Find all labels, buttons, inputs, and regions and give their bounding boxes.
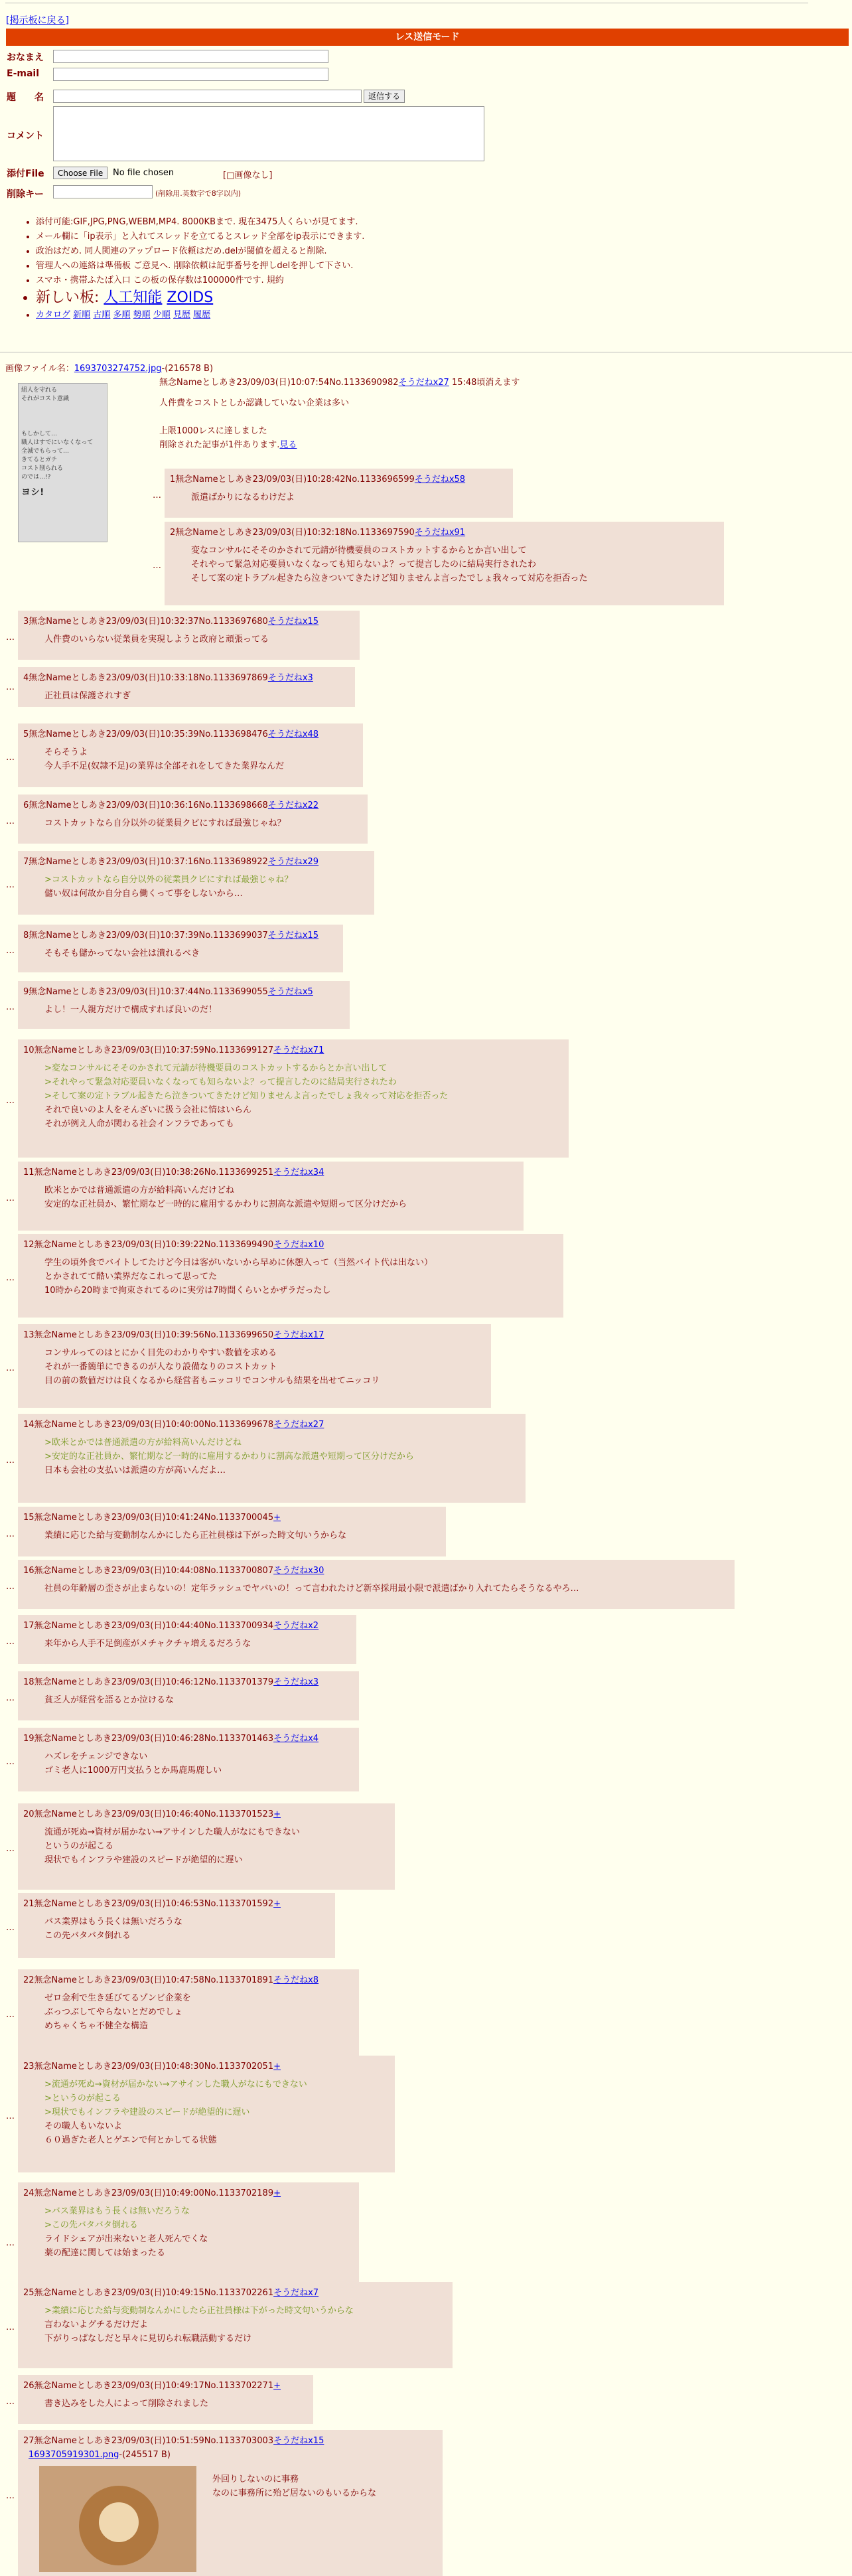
note-item: • メール欄に「ip表示」と入れてスレッドを立てるとスレッド全部をip表示にできます.	[36, 230, 364, 244]
op-post	[159, 376, 584, 452]
reply-meta: 13無念Nameとしあき23/09/03(日)10:39:56No.1133699650	[23, 1330, 274, 1340]
sodane-button[interactable]: そうだねx15	[267, 617, 319, 627]
reply-body	[44, 2078, 390, 2147]
quote-line: >コストカットなら自分以外の従業員クビにすれば最強じゃね？	[44, 875, 293, 885]
reply-header	[23, 1418, 520, 1432]
reply-body	[44, 816, 362, 830]
op-image-caption: きてるとガチ	[21, 457, 58, 463]
reply-post	[18, 2430, 443, 2576]
text-line: そもそも儲かってない会社は潰れるべき	[44, 948, 200, 958]
reply-image-thumbnail[interactable]	[39, 2466, 196, 2572]
reply-meta: 14無念Nameとしあき23/09/03(日)10:40:00No.1133699678	[23, 1420, 274, 1430]
reply-meta: 18無念Nameとしあき23/09/03(日)10:46:12No.1133701379	[23, 1677, 274, 1687]
reply-header	[23, 1807, 390, 1821]
text-line: それが例え人命が関わる社会インフラであっても	[44, 1119, 234, 1129]
text-line: 流通が死ぬ→資材が届かない→アサインした職人がなにもできない	[44, 1827, 300, 1837]
reply-meta: 15無念Nameとしあき23/09/03(日)10:41:24No.1133700045	[23, 1513, 274, 1523]
reply-file-link[interactable]: 1693705919301.png	[29, 2450, 119, 2460]
text-line: コストカットなら自分以外の従業員クビにすれば最強じゃね？	[44, 818, 286, 828]
reply-menu-dots[interactable]: …	[6, 2238, 15, 2248]
reply-meta: 8無念Nameとしあき23/09/03(日)10:37:39No.1133699037	[23, 931, 268, 941]
reply-body	[44, 1637, 351, 1651]
reply-menu-dots[interactable]: …	[6, 1273, 15, 1283]
text-line: 言わないよグチるだけだよ	[44, 2320, 149, 2330]
op-limit-notice: 上限1000レスに達しました	[159, 426, 267, 436]
reply-body	[44, 689, 350, 703]
sodane-button[interactable]: そうだねx5	[267, 987, 313, 997]
reply-menu-dots[interactable]: …	[6, 2491, 15, 2501]
text-line: めちゃくちゃ不健全な構造	[44, 2021, 149, 2031]
reply-body	[44, 1825, 390, 1867]
reply-menu-dots[interactable]: …	[6, 1456, 15, 1466]
comment-textarea[interactable]	[53, 106, 484, 161]
reply-header	[23, 1238, 558, 1252]
reply-header	[23, 727, 358, 741]
reply-post	[18, 723, 363, 787]
sort-momentum-link[interactable]: 勢順	[133, 310, 151, 320]
delete-key-note: (削除用.英数字で8字以内)	[155, 189, 242, 198]
reply-menu-dots[interactable]: …	[6, 816, 15, 826]
quote-line: >業績に応じた給与変動制なんかにしたら正社員様は下がった時文句いうからな	[44, 2306, 354, 2316]
op-header: 無念Nameとしあき23/09/03(日)10:07:54No.1133690982	[159, 378, 399, 388]
name-input[interactable]	[53, 50, 328, 63]
reply-header	[23, 671, 350, 685]
sodane-button[interactable]: そうだねx30	[273, 1566, 324, 1576]
reply-header	[23, 1328, 486, 1342]
reply-body	[44, 745, 358, 773]
text-line: というのが起こる	[44, 1841, 114, 1851]
reply-body	[44, 1582, 729, 1596]
text-line: ゼロ金利で生き延びてるゾンビ企業を	[44, 1993, 191, 2003]
comment-label: コメント	[7, 131, 44, 141]
subject-label: 題 名	[7, 92, 44, 103]
reply-meta: 2無念Nameとしあき23/09/03(日)10:32:18No.1133697590	[170, 528, 415, 538]
op-image-caption: もしかして…	[21, 431, 58, 437]
show-deleted-link[interactable]: 見る	[279, 440, 297, 450]
quote-line: >安定的な正社員か、繁忙期など一時的に雇用するかわりに割高な派遣や短期って区分けだから	[44, 1452, 414, 1462]
reply-header	[23, 1619, 351, 1633]
text-line: ゴミ老人に1000万円支払うとか馬鹿馬鹿しい	[44, 1766, 222, 1776]
reply-menu-dots[interactable]: …	[6, 1637, 15, 1647]
quote-line: >そして案の定トラブル起きたら泣きついてきたけど知りませんよ言ったでしょ我々って対応を拒否った	[44, 1091, 449, 1101]
reply-meta: 17無念Nameとしあき23/09/03(日)10:44:40No.1133700934	[23, 1621, 274, 1631]
op-sodane-button[interactable]: そうだねx27	[398, 378, 449, 388]
submit-button[interactable]: 返信する	[364, 90, 405, 103]
board-link-ai[interactable]: 人工知能	[104, 289, 163, 306]
reply-meta: 22無念Nameとしあき23/09/03(日)10:47:58No.1133701891	[23, 1975, 274, 1985]
text-line: その職人もいないよ	[44, 2121, 123, 2131]
reply-body	[44, 633, 354, 646]
reply-header	[23, 1732, 354, 1746]
sodane-button[interactable]: そうだねx2	[273, 1621, 319, 1631]
text-line: 薬の配達に関しては始まったる	[44, 2248, 166, 2258]
reply-header	[23, 855, 369, 869]
sort-many-link[interactable]: 多順	[113, 310, 131, 320]
reply-menu-dots[interactable]: …	[6, 1582, 15, 1592]
reply-body	[44, 1183, 518, 1211]
sodane-button[interactable]: +	[273, 2188, 281, 2198]
sodane-button[interactable]: そうだねx27	[273, 1420, 324, 1430]
reply-file-info	[29, 2448, 437, 2462]
reply-meta: 1無念Nameとしあき23/09/03(日)10:28:42No.1133696599	[170, 475, 415, 485]
sodane-button[interactable]: そうだねx22	[267, 800, 319, 810]
reply-body	[44, 873, 369, 901]
reply-body	[44, 1693, 354, 1707]
reply-menu-dots[interactable]: …	[6, 1923, 15, 1933]
text-line: コンサルってのはとにかく目先のわかりやすい数値を求める	[44, 1348, 277, 1358]
text-line: そして案の定トラブル起きたら泣きついてきたけど知りませんよ言ったでしょ我々って対応を拒否った	[191, 573, 588, 583]
op-expire-text: 15:48頃消えます	[451, 378, 520, 388]
text-line: 儲い奴は何故か自分自ら働くって事をしないから…	[44, 889, 243, 899]
reply-meta: 21無念Nameとしあき23/09/03(日)10:46:53No.1133701592	[23, 1899, 274, 1909]
sodane-button[interactable]: そうだねx34	[273, 1168, 324, 1177]
reply-post	[18, 1324, 491, 1408]
reply-menu-dots[interactable]: …	[6, 1693, 15, 1703]
reply-menu-dots[interactable]: …	[6, 633, 15, 643]
sodane-button[interactable]: +	[273, 1899, 281, 1909]
reply-post	[18, 1969, 359, 2056]
text-line: バス業界はもう長くは無いだろうな	[44, 1917, 183, 1927]
reply-post	[18, 795, 368, 844]
reply-menu-dots[interactable]: …	[6, 946, 15, 956]
quote-line: >欧米とかでは普通派遣の方が給料高いんだけどね	[44, 1438, 242, 1448]
reply-post	[18, 1893, 335, 1958]
sodane-button[interactable]: そうだねx29	[267, 857, 319, 867]
reply-header	[23, 1973, 354, 1987]
catalog-link[interactable]: カタログ	[36, 310, 71, 320]
reply-file-size: -(245517 B)	[119, 2450, 171, 2460]
reply-menu-dots[interactable]: …	[6, 682, 15, 692]
reply-mode-banner: レス送信モード	[6, 29, 849, 46]
no-image-checkbox[interactable]: [□画像なし]	[223, 171, 273, 181]
op-deleted-notice: 削除された記事が1件あります.見る	[159, 440, 297, 450]
text-line: 10時から20時まで拘束されてるのに実労は7時間くらいとかザラだったし	[44, 1286, 331, 1296]
reply-meta: 23無念Nameとしあき23/09/03(日)10:48:30No.1133702051	[23, 2062, 274, 2072]
text-line: よし！一人親方だけで構成すれば良いのだ！	[44, 1005, 218, 1015]
reply-post	[18, 611, 360, 660]
op-image-caption: 職人はすでにいなくなって	[21, 439, 94, 446]
sodane-button[interactable]: そうだねx3	[267, 673, 313, 683]
catalog-links	[36, 308, 364, 323]
reply-meta: 27無念Nameとしあき23/09/03(日)10:51:59No.1133703003	[23, 2436, 274, 2446]
reply-menu-dots[interactable]: …	[6, 2322, 15, 2332]
board-notes	[36, 215, 364, 323]
file-label: 添付File	[7, 169, 44, 179]
return-to-board-link[interactable]: [掲示板に戻る]	[6, 15, 69, 26]
sodane-button[interactable]: +	[273, 1809, 281, 1819]
text-line: 貧乏人が経営を語るとか泣けるな	[44, 1695, 175, 1705]
text-line: ぶっつぶしてやらないとだめでしょ	[44, 2007, 183, 2017]
reply-meta: 7無念Nameとしあき23/09/03(日)10:37:16No.1133698922	[23, 857, 268, 867]
quote-line: >流通が死ぬ→資材が届かない→アサインした職人がなにもできない	[44, 2080, 307, 2089]
reply-header	[23, 1166, 518, 1179]
name-label: おなまえ	[7, 52, 44, 63]
no-file-text: No file chosen	[113, 168, 175, 178]
sodane-button[interactable]: そうだねx17	[273, 1330, 324, 1340]
note-item: • 添付可能:GIF,JPG,PNG,WEBM,MP4. 8000KBまで. 現在3475人くらいが見てます.	[36, 215, 364, 230]
reply-body	[44, 1061, 563, 1131]
reply-menu-dots[interactable]: …	[6, 2010, 15, 2020]
reply-menu-dots[interactable]: …	[6, 753, 15, 763]
reply-menu-dots[interactable]: …	[6, 1002, 15, 1012]
quote-line: >それやって緊急対応要員いなくなっても知らないよ？って提言したのに結局実行されたわ	[44, 1077, 397, 1087]
text-line: それで良いのよ人をそんざいに扱う会社に情はいらん	[44, 1105, 252, 1115]
sodane-button[interactable]: そうだねx58	[414, 475, 466, 485]
reply-post	[18, 1414, 526, 1503]
text-line: 現状でもインフラや建設のスピードが絶望的に遅い	[44, 1855, 243, 1865]
sodane-button[interactable]: そうだねx7	[273, 2288, 319, 2298]
reply-header	[23, 2379, 308, 2393]
reply-menu-dots[interactable]: …	[153, 561, 161, 571]
reply-meta: 3無念Nameとしあき23/09/03(日)10:32:37No.1133697680	[23, 617, 268, 627]
reply-post	[165, 469, 513, 518]
reply-post	[18, 667, 355, 707]
reply-post	[18, 1803, 395, 1890]
reply-menu-dots[interactable]: …	[6, 2397, 15, 2407]
quote-line: >この先バタバタ倒れる	[44, 2220, 138, 2230]
reply-menu-dots[interactable]: …	[6, 1193, 15, 1203]
reply-header	[23, 985, 344, 999]
sort-new-link[interactable]: 新順	[73, 310, 91, 320]
reply-header	[23, 2286, 447, 2300]
reply-header	[23, 1511, 441, 1525]
text-line: 変なコンサルにそそのかされて元請が待機要員のコストカットするからとか言い出して	[191, 546, 527, 556]
reply-body	[44, 1346, 486, 1388]
sodane-button[interactable]: そうだねx3	[273, 1677, 319, 1687]
sodane-button[interactable]: そうだねx4	[273, 1734, 319, 1744]
reply-body	[191, 491, 508, 504]
reply-body	[44, 1529, 441, 1543]
text-line: 業績に応じた給与変動制なんかにしたら正社員様は下がった時文句いうからな	[44, 1531, 347, 1541]
choose-file-button[interactable]: Choose File	[53, 167, 107, 179]
reply-post	[18, 1039, 569, 1158]
reply-meta: 11無念Nameとしあき23/09/03(日)10:38:26No.1133699251	[23, 1168, 274, 1177]
text-line: ライドシェアが出来ないと老人死んでくな	[44, 2234, 208, 2244]
reply-header	[170, 526, 719, 540]
op-image-caption: 全滅でもらって…	[21, 448, 70, 455]
reply-menu-dots[interactable]: …	[6, 1844, 15, 1854]
reply-meta: 4無念Nameとしあき23/09/03(日)10:33:18No.1133697869	[23, 673, 268, 683]
quote-line: >バス業界はもう長くは無いだろうな	[44, 2206, 190, 2216]
reply-post	[18, 1507, 446, 1556]
reply-menu-dots[interactable]: …	[6, 1363, 15, 1373]
text-line: それが一番簡単にできるのが人なり設備なりのコストカット	[44, 1362, 277, 1372]
sort-few-link[interactable]: 少順	[153, 310, 171, 320]
op-image-thumbnail[interactable]	[18, 383, 107, 542]
reply-menu-dots[interactable]: …	[6, 2111, 15, 2121]
sodane-button[interactable]: +	[273, 2062, 281, 2072]
text-line: ６０過ぎた老人とゲエンで何とかしてる状態	[44, 2135, 217, 2145]
reply-body	[191, 544, 719, 585]
reply-post	[18, 1162, 524, 1231]
op-image-filename: 画像ファイル名：1693703274752.jpg-(216578 B)	[5, 364, 214, 374]
text-line: 安定的な正社員か、繁忙期など一時的に雇用するかわりに割高な派遣や短期って区分けだから	[44, 1199, 407, 1209]
reply-menu-dots[interactable]: …	[6, 1529, 15, 1539]
reply-meta: 26無念Nameとしあき23/09/03(日)10:49:17No.1133702271	[23, 2381, 274, 2391]
text-line: この先バタバタ倒れる	[44, 1931, 131, 1941]
reply-body	[44, 1750, 354, 1778]
board-link-zoids[interactable]: ZOIDS	[167, 289, 214, 306]
text-line: 日本も会社の支払いは派遣の方が高いんだよ…	[44, 1466, 226, 1476]
sodane-button[interactable]: そうだねx91	[414, 528, 466, 538]
reply-meta: 24無念Nameとしあき23/09/03(日)10:49:00No.1133702189	[23, 2188, 274, 2198]
reply-post	[18, 1234, 563, 1318]
reply-body	[44, 1436, 520, 1477]
view-history-link[interactable]: 見歴	[173, 310, 190, 320]
reply-post	[18, 925, 343, 972]
text-line: 来年から人手不足倒産がメチャクチャ増えるだろうな	[44, 1639, 251, 1649]
text-line: 書き込みをした人によって削除されました	[44, 2399, 209, 2409]
text-line: 学生の頃外食でバイトしてたけど今日は客がいないから早めに休憩入って（当然バイト代は出ない）	[44, 1258, 433, 1268]
reply-meta: 10無念Nameとしあき23/09/03(日)10:37:59No.1133699127	[23, 1045, 274, 1055]
note-item: • 管理人への連絡は準備板 ご意見へ. 削除依頼は記事番号を押しdelを押して下さい.	[36, 259, 364, 273]
reply-body	[44, 1915, 330, 1943]
reply-meta: 16無念Nameとしあき23/09/03(日)10:44:08No.1133700807	[23, 1566, 274, 1576]
op-body: 人件費をコストとしか認識していない企業は多い	[159, 398, 350, 408]
sodane-button[interactable]: +	[273, 2381, 281, 2391]
reply-menu-dots[interactable]: …	[6, 1757, 15, 1767]
reply-post	[18, 1671, 359, 1720]
text-line: なのに事務所に殆ど居ないのもいるからな	[212, 2488, 377, 2498]
reply-header	[170, 473, 508, 487]
reply-meta: 6無念Nameとしあき23/09/03(日)10:36:16No.1133698668	[23, 800, 268, 810]
sort-old-link[interactable]: 古順	[93, 310, 111, 320]
reply-body	[44, 2397, 308, 2411]
history-link[interactable]: 履歴	[193, 310, 211, 320]
reply-post	[165, 522, 724, 605]
text-line: 欧米とかでは普通派遣の方が給料高いんだけどね	[44, 1185, 235, 1195]
text-line: 人件費のいらない従業員を実現しようと政府と頑張ってる	[44, 635, 269, 644]
text-line: そらそうよ	[44, 747, 88, 757]
reply-meta: 20無念Nameとしあき23/09/03(日)10:46:40No.1133701523	[23, 1809, 274, 1819]
text-line: 正社員は保護されすぎ	[44, 691, 131, 701]
reply-post	[18, 1615, 356, 1664]
reply-header	[23, 798, 362, 812]
reply-header	[23, 2434, 437, 2448]
text-line: 下がりっぱなしだと早々に見切られ転職活動するだけ	[44, 2334, 252, 2344]
reply-body	[44, 1991, 354, 2033]
subject-input[interactable]	[53, 90, 362, 103]
reply-post	[18, 1728, 359, 1791]
reply-meta: 25無念Nameとしあき23/09/03(日)10:49:15No.1133702261	[23, 2288, 274, 2298]
reply-body	[44, 1003, 344, 1017]
quote-line: >現状でもインフラや建設のスピードが絶望的に遅い	[44, 2107, 250, 2117]
delete-key-input[interactable]	[53, 185, 153, 198]
reply-meta: 9無念Nameとしあき23/09/03(日)10:37:44No.1133699055	[23, 987, 268, 997]
sodane-button[interactable]: +	[273, 1513, 281, 1523]
reply-header	[23, 2186, 354, 2200]
op-image-caption: それがコスト意識	[21, 396, 70, 402]
new-boards: • 新しい板: 人工知能 ZOIDS	[36, 288, 364, 308]
reply-header	[23, 615, 354, 629]
text-line: とかされてて酷い業界だなこれって思ってた	[44, 1272, 218, 1282]
op-image-caption: 組人を守れる	[21, 387, 58, 394]
sodane-button[interactable]: そうだねx71	[273, 1045, 324, 1055]
op-image-caption: ヨシ!	[21, 487, 44, 498]
sodane-button[interactable]: そうだねx10	[273, 1240, 324, 1250]
text-line: 目の前の数値だけは良くなるから経営者もニッコリでコンサルも結果を出せてニッコリ	[44, 1376, 380, 1386]
sodane-button[interactable]: そうだねx15	[273, 2436, 324, 2446]
reply-post	[18, 2375, 313, 2424]
text-line: 派遣ばかりになるわけだよ	[191, 492, 295, 502]
reply-menu-dots[interactable]: …	[6, 880, 15, 890]
reply-header	[23, 2060, 390, 2074]
op-image-caption: のでは…!?	[21, 474, 51, 481]
reply-post	[18, 1560, 735, 1609]
reply-post	[18, 851, 374, 915]
dog-face	[99, 2502, 139, 2542]
reply-meta: 19無念Nameとしあき23/09/03(日)10:46:28No.1133701463	[23, 1734, 274, 1744]
delete-key-label: 削除キー	[7, 189, 44, 200]
reply-body	[44, 2204, 354, 2260]
quote-line: >というのが起こる	[44, 2093, 121, 2103]
reply-header	[23, 1564, 729, 1578]
reply-header	[23, 1675, 354, 1689]
quote-line: >変なコンサルにそそのかされて元請が待機要員のコストカットするからとか言い出して	[44, 1063, 388, 1073]
sodane-button[interactable]: そうだねx48	[267, 729, 319, 739]
reply-header	[23, 1897, 330, 1911]
reply-body	[44, 947, 338, 960]
text-line: ハズレをチェンジできない	[44, 1752, 148, 1762]
reply-menu-dots[interactable]: …	[153, 491, 161, 500]
sodane-button[interactable]: そうだねx8	[273, 1975, 319, 1985]
reply-post	[18, 2282, 453, 2368]
op-image-link[interactable]: 1693703274752.jpg	[74, 364, 162, 374]
reply-meta: 12無念Nameとしあき23/09/03(日)10:39:22No.1133699490	[23, 1240, 274, 1250]
email-label: E-mail	[7, 68, 40, 79]
text-line: それやって緊急対応要員いなくなっても知らないよ？って提言したのに結局実行されたわ	[191, 560, 537, 569]
op-image-caption: コスト削られる	[21, 465, 64, 472]
reply-body	[44, 1256, 558, 1298]
reply-meta: 5無念Nameとしあき23/09/03(日)10:35:39No.1133698476	[23, 729, 268, 739]
reply-body	[212, 2472, 437, 2500]
reply-menu-dots[interactable]: …	[6, 1096, 15, 1106]
note-item: • スマホ・携帯ふたば入口 この板の保存数は100000件です. 規約	[36, 273, 364, 288]
email-input[interactable]	[53, 68, 328, 81]
reply-header	[23, 929, 338, 943]
reply-post	[18, 981, 350, 1029]
text-line: 外回りしないのに事務	[212, 2474, 299, 2484]
reply-body	[44, 2304, 447, 2346]
text-line: 今人手不足(奴隷不足)の業界は全部それをしてきた業界なんだ	[44, 761, 285, 771]
note-item: • 政治はだめ. 同人関連のアップロード依頼はだめ.delが閾値を超えると削除.	[36, 244, 364, 259]
text-line: 社員の年齢層の歪さが止まらないの！定年ラッシュでヤバいの！って言われたけど新卒採用最小限で派遣ばかり入れてたらそうなるやろ…	[44, 1584, 579, 1594]
sodane-button[interactable]: そうだねx15	[267, 931, 319, 941]
reply-header	[23, 1043, 563, 1057]
reply-post	[18, 2056, 395, 2172]
